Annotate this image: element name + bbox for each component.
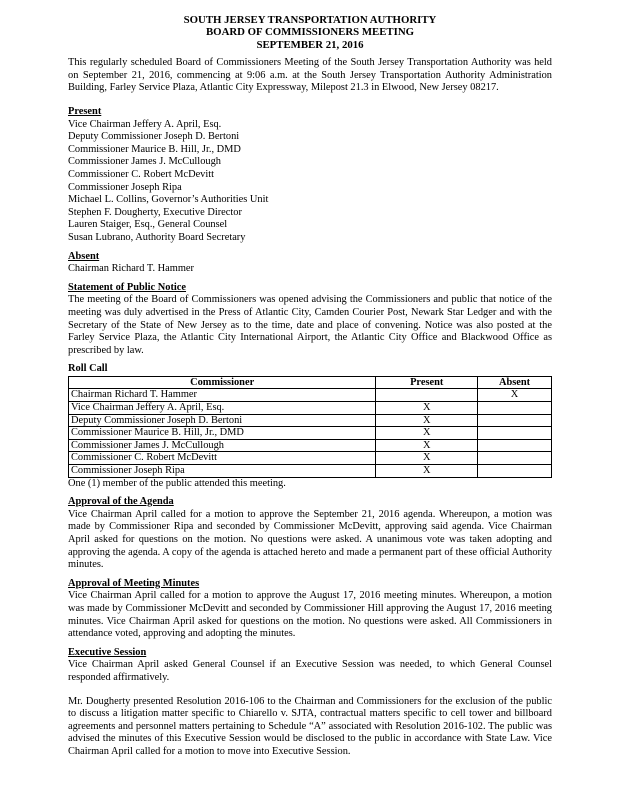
row-name: Commissioner Maurice B. Hill, Jr., DMD — [69, 427, 376, 440]
document-title — [68, 14, 552, 51]
row-name: Chairman Richard T. Hammer — [69, 389, 376, 402]
row-absent — [478, 452, 552, 465]
executive-session-text-1: Vice Chairman April asked General Counsel if an Executive Session was needed, to which General Counsel responded affirmatively. — [68, 659, 552, 683]
agenda-heading: Approval of the Agenda — [68, 496, 174, 508]
roll-call-table — [68, 376, 552, 478]
list-item: Susan Lubrano, Authority Board Secretary — [68, 231, 246, 243]
column-header-present: Present — [376, 376, 478, 389]
table-row — [69, 402, 552, 415]
row-name: Deputy Commissioner Joseph D. Bertoni — [69, 414, 376, 427]
minutes-section — [68, 578, 552, 641]
executive-session-text-2: Mr. Dougherty presented Resolution 2016-106 to the Chairman and Commissioners for the exclusion of the public to discuss a litigation matter specific to Chiarello v. SJTA, contractual matters specific to cell tower and billboard agreements and personnel matters pertaining to Schedule “A” associated with Resolution 2016-102. The public was advised the minutes of this Executive Session would be disclosed to the public in accordance with State Law. Vice Chairman April called for a motion to move into Executive Session. — [68, 695, 552, 757]
title-meeting: BOARD OF COMMISSIONERS MEETING — [205, 26, 415, 39]
table-row — [69, 465, 552, 478]
table-row — [69, 389, 552, 402]
table-row — [69, 427, 552, 440]
row-present — [376, 389, 478, 402]
list-item: Stephen F. Dougherty, Executive Director — [68, 206, 242, 218]
list-item: Commissioner C. Robert McDevitt — [68, 168, 215, 180]
list-item: Commissioner Joseph Ripa — [68, 181, 182, 193]
list-item: Chairman Richard T. Hammer — [68, 263, 194, 275]
list-item: Commissioner James J. McCullough — [68, 156, 221, 168]
executive-session-heading: Executive Session — [68, 646, 147, 658]
row-absent — [478, 414, 552, 427]
row-present: X — [376, 452, 478, 465]
public-notice-text: The meeting of the Board of Commissioners was opened advising the Commissioners and public that notice of the meeting was duly advertised in the Press of Atlantic City, Camden Courier Post, Newark Star Ledger and with the Secretary of the State of New Jersey as to the time, date and place of convening. Notice was also posted at the Farley Service Plaza, the Atlantic City International Airport, the Atlantic City Office and Blackwood Office as prescribed by law. — [68, 294, 552, 356]
roll-call-heading: Roll Call — [68, 363, 108, 375]
column-header-absent: Absent — [478, 376, 552, 389]
minutes-heading: Approval of Meeting Minutes — [68, 577, 200, 589]
list-item: Lauren Staiger, Esq., General Counsel — [68, 219, 228, 231]
row-absent — [478, 465, 552, 478]
column-header-commissioner: Commissioner — [69, 376, 376, 389]
row-absent — [478, 402, 552, 415]
present-heading: Present — [68, 106, 102, 117]
table-row — [69, 439, 552, 452]
present-section — [68, 106, 552, 245]
table-row — [69, 452, 552, 465]
roll-call-section — [68, 363, 552, 490]
row-present: X — [376, 402, 478, 415]
table-row — [69, 414, 552, 427]
row-absent — [478, 427, 552, 440]
minutes-text: Vice Chairman April called for a motion to approve the August 17, 2016 meeting minutes. Whereupon, a motion was made by Commissioner McDevitt and seconded by Commissioner Hill approving the August 17, 2016 meeting minutes. Vice Chairman April asked for questions on the motion. No questions were asked. All Commissioners in attendance voted, approving and adopting the minutes. — [68, 590, 552, 640]
row-name: Vice Chairman Jeffery A. April, Esq. — [69, 402, 376, 415]
row-present: X — [376, 414, 478, 427]
list-item: Deputy Commissioner Joseph D. Bertoni — [68, 131, 240, 143]
public-notice-heading: Statement of Public Notice — [68, 281, 187, 293]
title-date: SEPTEMBER 21, 2016 — [256, 38, 364, 51]
table-header-row — [69, 376, 552, 389]
list-item: Vice Chairman Jeffery A. April, Esq. — [68, 118, 222, 130]
public-attendance-note: One (1) member of the public attended this meeting. — [68, 477, 286, 489]
row-name: Commissioner James J. McCullough — [69, 439, 376, 452]
row-present: X — [376, 465, 478, 478]
public-notice-section — [68, 282, 552, 358]
row-present: X — [376, 439, 478, 452]
row-absent — [478, 439, 552, 452]
agenda-text: Vice Chairman April called for a motion to approve the September 21, 2016 agenda. Whereupon, a motion was made by Commissioner Ripa and seconded by Commissioner McDevitt, approving said agenda. Vice Chairman April asked for questions on the motion. No questions were asked. A unanimous vote was taken adopting and approving the agenda. A copy of the agenda is attached hereto and made a permanent part of these official Authority minutes. — [68, 508, 552, 571]
list-item: Michael L. Collins, Governor’s Authorities Unit — [68, 194, 269, 206]
absent-heading: Absent — [68, 250, 100, 262]
row-absent: X — [478, 389, 552, 402]
row-name: Commissioner C. Robert McDevitt — [69, 452, 376, 465]
minutes-document — [68, 14, 552, 759]
executive-session-section — [68, 647, 552, 759]
present-list — [68, 119, 552, 245]
intro-paragraph: This regularly scheduled Board of Commissioners Meeting of the South Jersey Transportation Authority was held on September 21, 2016, commencing at 9:06 a.m. at the South Jersey Transportation Authority Administration Building, Farley Service Plaza, Atlantic City Expressway, Milepost 21.3 in Elwood, New Jersey 08217. — [68, 57, 552, 94]
title-authority: SOUTH JERSEY TRANSPORTATION AUTHORITY — [183, 14, 437, 26]
absent-section — [68, 251, 552, 276]
row-name: Commissioner Joseph Ripa — [69, 465, 376, 478]
row-present: X — [376, 427, 478, 440]
agenda-section — [68, 496, 552, 572]
list-item: Commissioner Maurice B. Hill, Jr., DMD — [68, 143, 241, 155]
